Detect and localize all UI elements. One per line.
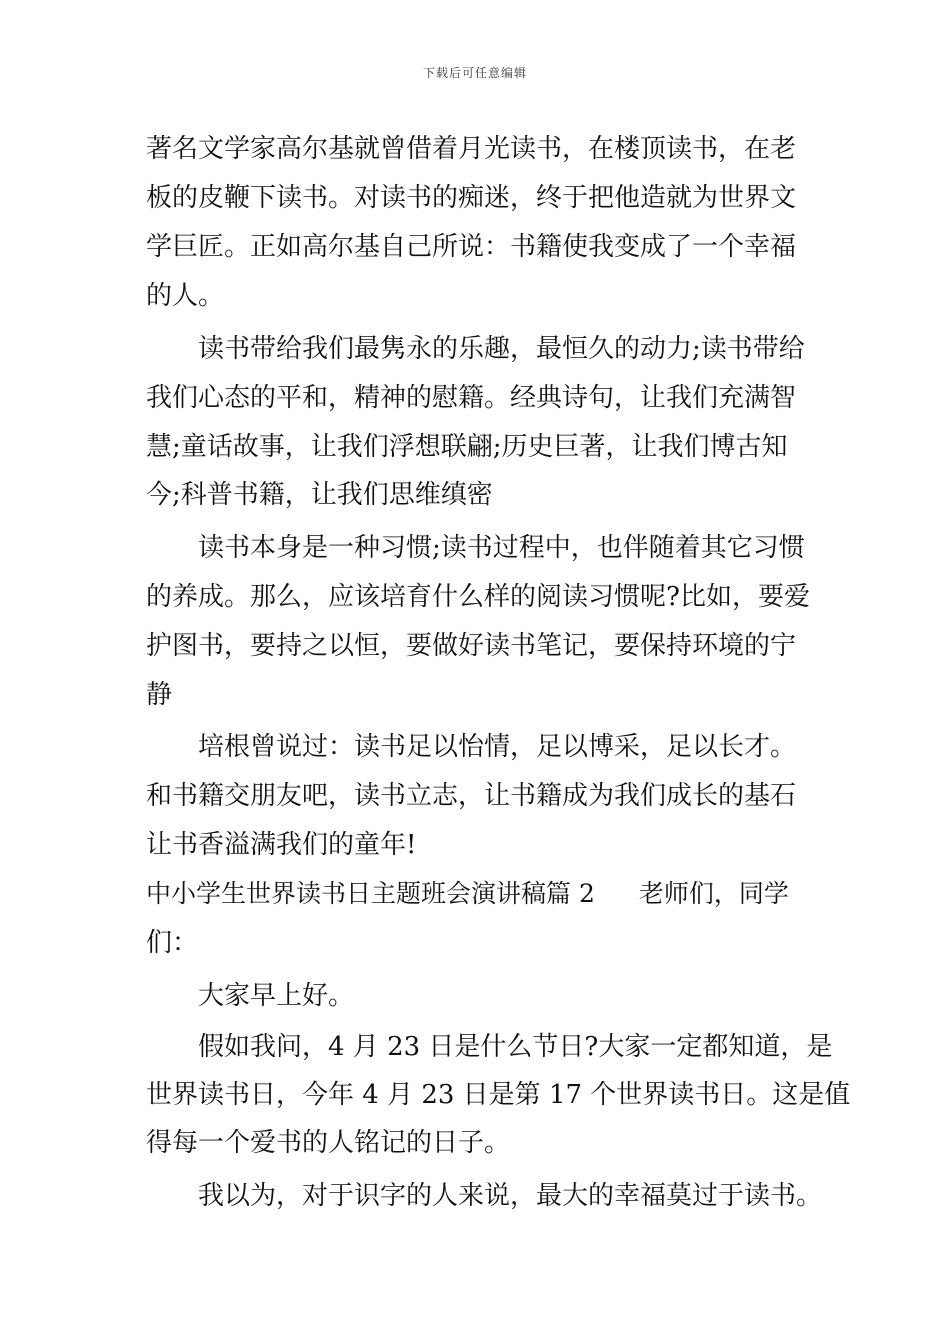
text-line: 慧;童话故事，让我们浮想联翩;历史巨著，让我们博古知 (146, 432, 788, 462)
text-line: 培根曾说过：读书足以怡情，足以博采，足以长才。 (198, 732, 797, 762)
greeting-start: 老师们，同学 (638, 879, 789, 908)
text-line: 读书带给我们最隽永的乐趣，最恒久的动力;读书带给 (198, 334, 805, 364)
text-line: 著名文学家高尔基就曾借着月光读书，在楼顶读书，在老 (146, 134, 797, 164)
text-line: 我以为，对于识字的人来说，最大的幸福莫过于读书。 (198, 1181, 823, 1211)
text-line: 学巨匠。正如高尔基自己所说：书籍使我变成了一个幸福 (146, 232, 797, 262)
greeting-end: 们： (146, 928, 199, 958)
text-line: 读书本身是一种习惯;读书过程中，也伴随着其它习惯 (198, 533, 805, 563)
text-line: 让书香溢满我们的童年! (146, 830, 417, 860)
text-line: 的人。 (146, 281, 225, 311)
text-line: 护图书，要持之以恒，要做好读书笔记，要保持环境的宁 (146, 631, 797, 661)
text-line: 我们心态的平和，精神的慰籍。经典诗句，让我们充满智 (146, 383, 797, 413)
page-header: 下载后可任意编辑 (422, 66, 527, 80)
text-line: 和书籍交朋友吧，读书立志，让书籍成为我们成长的基石 (146, 781, 797, 811)
title-line (146, 878, 789, 910)
text-line: 静 (146, 680, 173, 710)
text-line: 的养成。那么，应该培育什么样的阅读习惯呢?比如，要爱 (146, 582, 810, 612)
text-line: 世界读书日，今年 4 月 23 日是第 17 个世界读书日。这是值 (146, 1080, 851, 1110)
text-line: 大家早上好。 (198, 981, 355, 1011)
text-line: 板的皮鞭下读书。对读书的痴迷，终于把他造就为世界文 (146, 183, 797, 213)
text-line: 假如我问，4 月 23 日是什么节日?大家一定都知道，是 (198, 1032, 833, 1062)
text-line: 得每一个爱书的人铭记的日子。 (146, 1128, 511, 1158)
speech-heading: 中小学生世界读书日主题班会演讲稿篇 2 (146, 879, 595, 908)
text-line: 今;科普书籍，让我们思维缜密 (146, 480, 493, 510)
